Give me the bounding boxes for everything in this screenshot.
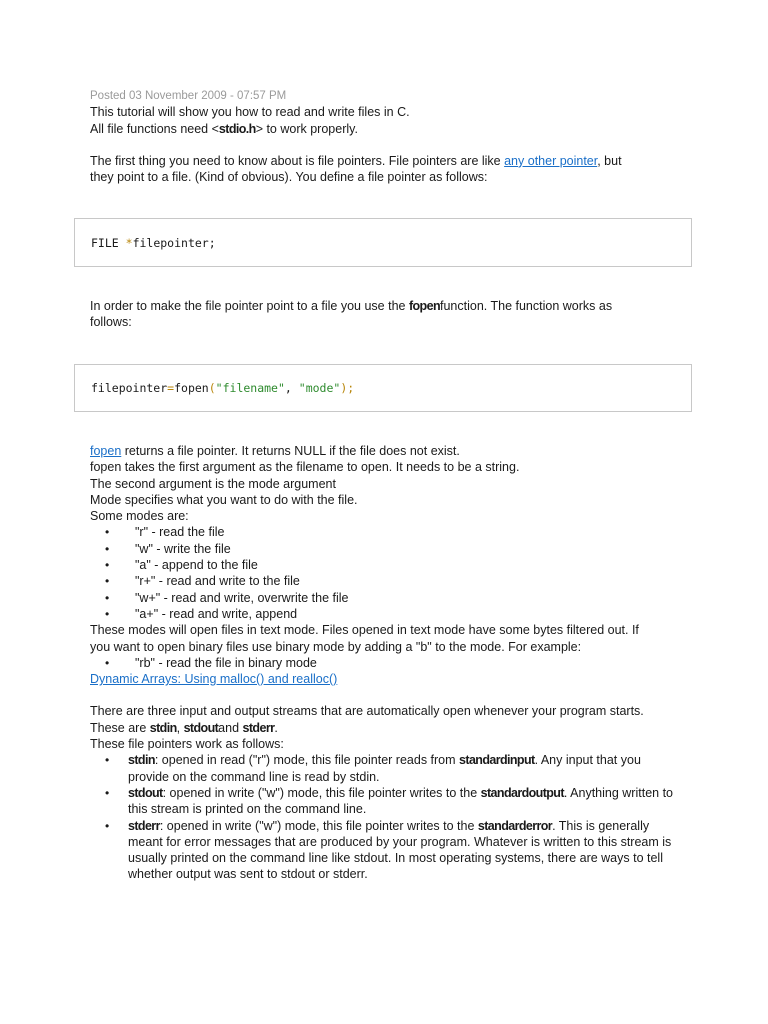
code-fn: fopen	[174, 381, 209, 395]
stream-desc: : opened in read ("r") mode, this file pointer reads from	[154, 753, 460, 768]
binary-modes-list	[90, 655, 690, 671]
stdin-bold: stdin	[149, 720, 177, 735]
paragraph-fopen	[90, 298, 690, 314]
stream-name: stdin	[128, 753, 155, 768]
modes-list	[90, 524, 690, 622]
p5-line2	[90, 720, 690, 736]
fopen-bold: fopen	[408, 299, 440, 313]
stderr-bold: stderr	[242, 720, 275, 735]
list-item: • "a+" - read and write, append	[90, 606, 690, 622]
stream-name: stdout	[128, 785, 163, 800]
list-item: • "r" - read the file	[90, 524, 690, 540]
fopen-section	[90, 298, 690, 331]
stream-target: standardoutput	[480, 785, 564, 800]
intro-text: All file functions need <	[90, 121, 219, 136]
stream-desc-end: . This is generally meant for error messages that are produced by your program. Whatever is written to this stream is usually printed on the command line like stdout. In most operating systems, there are ways to tell whether output was sent to stdout or stderr.	[128, 818, 672, 882]
intro-line-2	[90, 121, 690, 137]
post-meta: Posted 03 November 2009 - 07:57 PM	[90, 90, 287, 102]
p5-sep: and	[218, 720, 243, 735]
code-eq: =	[167, 381, 175, 395]
paragraph-file-pointers	[90, 153, 690, 169]
stream-desc-end: . Any input that you provide on the command line is read by stdin.	[128, 753, 641, 784]
p3-line1: returns a file pointer. It returns NULL if the file does not exist.	[121, 444, 460, 458]
paragraph-file-pointers-line-2: they point to a file. (Kind of obvious). You define a file pointer as follows:	[90, 170, 488, 185]
p5-line3: These file pointers work as follows:	[90, 737, 284, 752]
intro-line-1: This tutorial will show you how to read and write files in C.	[90, 105, 410, 120]
dynamic-arrays-link[interactable]: Dynamic Arrays: Using malloc() and realloc()	[90, 672, 338, 687]
list-item: • "r+" - read and write to the file	[90, 573, 690, 589]
list-item: • "rb" - read the file in binary mode	[90, 655, 690, 671]
related-link-row	[90, 671, 690, 687]
list-item	[90, 785, 680, 818]
list-item	[90, 752, 680, 785]
any-other-pointer-link[interactable]: any other pointer	[504, 153, 598, 168]
p3-line5: Some modes are:	[90, 509, 189, 524]
p3-line3: The second argument is the mode argument	[90, 476, 336, 491]
code-type: FILE	[91, 236, 126, 250]
list-item: • "w" - write the file	[90, 541, 690, 557]
fopen-link[interactable]: fopen	[90, 444, 122, 458]
code-lhs: filepointer	[91, 381, 168, 395]
p1-text-end: , but	[597, 153, 622, 168]
p5-sep: ,	[176, 720, 184, 735]
stream-name: stderr	[128, 818, 160, 833]
code-open: (	[208, 381, 216, 395]
stream-desc: : opened in write ("w") mode, this file pointer writes to the	[159, 818, 478, 833]
p4-line2: you want to open binary files use binary mode by adding a "b" to the mode. For example:	[90, 639, 582, 654]
code-ident: filepointer;	[132, 236, 216, 250]
paragraph-fopen-line-2: follows:	[90, 315, 132, 330]
intro-text-end: > to work properly.	[255, 121, 358, 136]
stdout-bold: stdout	[183, 720, 219, 735]
p3-line2: fopen takes the first argument as the filename to open. It needs to be a string.	[90, 460, 520, 475]
list-item: • "a" - append to the file	[90, 557, 690, 573]
p3-line4: Mode specifies what you want to do with the file.	[90, 492, 358, 507]
p1-text: The first thing you need to know about is file pointers. File pointers are like	[90, 153, 505, 168]
p4-line1: These modes will open files in text mode. Files opened in text mode have some bytes filtered out. If	[90, 623, 639, 638]
p5-line1: There are three input and output streams that are automatically open whenever your program starts.	[90, 704, 644, 719]
code-comma: ,	[284, 381, 299, 395]
list-item: • "w+" - read and write, overwrite the file	[90, 590, 690, 606]
p5-end: .	[274, 720, 278, 735]
code-arg2: "mode"	[298, 381, 341, 395]
code-close: );	[340, 381, 355, 395]
stream-desc-end: . Anything written to this stream is printed on the command line.	[128, 785, 673, 817]
code-arg1: "filename"	[215, 381, 285, 395]
stream-desc: : opened in write ("w") mode, this file pointer writes to the	[162, 785, 481, 800]
p5-text: These are	[90, 720, 150, 735]
p2-text-end: function. The function works as	[439, 299, 613, 313]
p2-text: In order to make the file pointer point to a file you use the	[90, 299, 409, 313]
streams-list	[90, 752, 680, 882]
stream-target: standardinput	[459, 753, 535, 768]
stdio-header: stdio.h	[218, 121, 256, 136]
code-block-fopen	[74, 364, 692, 412]
fopen-returns-line	[90, 443, 690, 459]
modes-section	[90, 443, 690, 883]
article-body	[90, 88, 690, 185]
code-op: *	[125, 236, 133, 250]
stream-target: standarderror	[477, 818, 553, 833]
list-item	[90, 818, 680, 883]
code-block-file-pointer	[74, 218, 692, 267]
